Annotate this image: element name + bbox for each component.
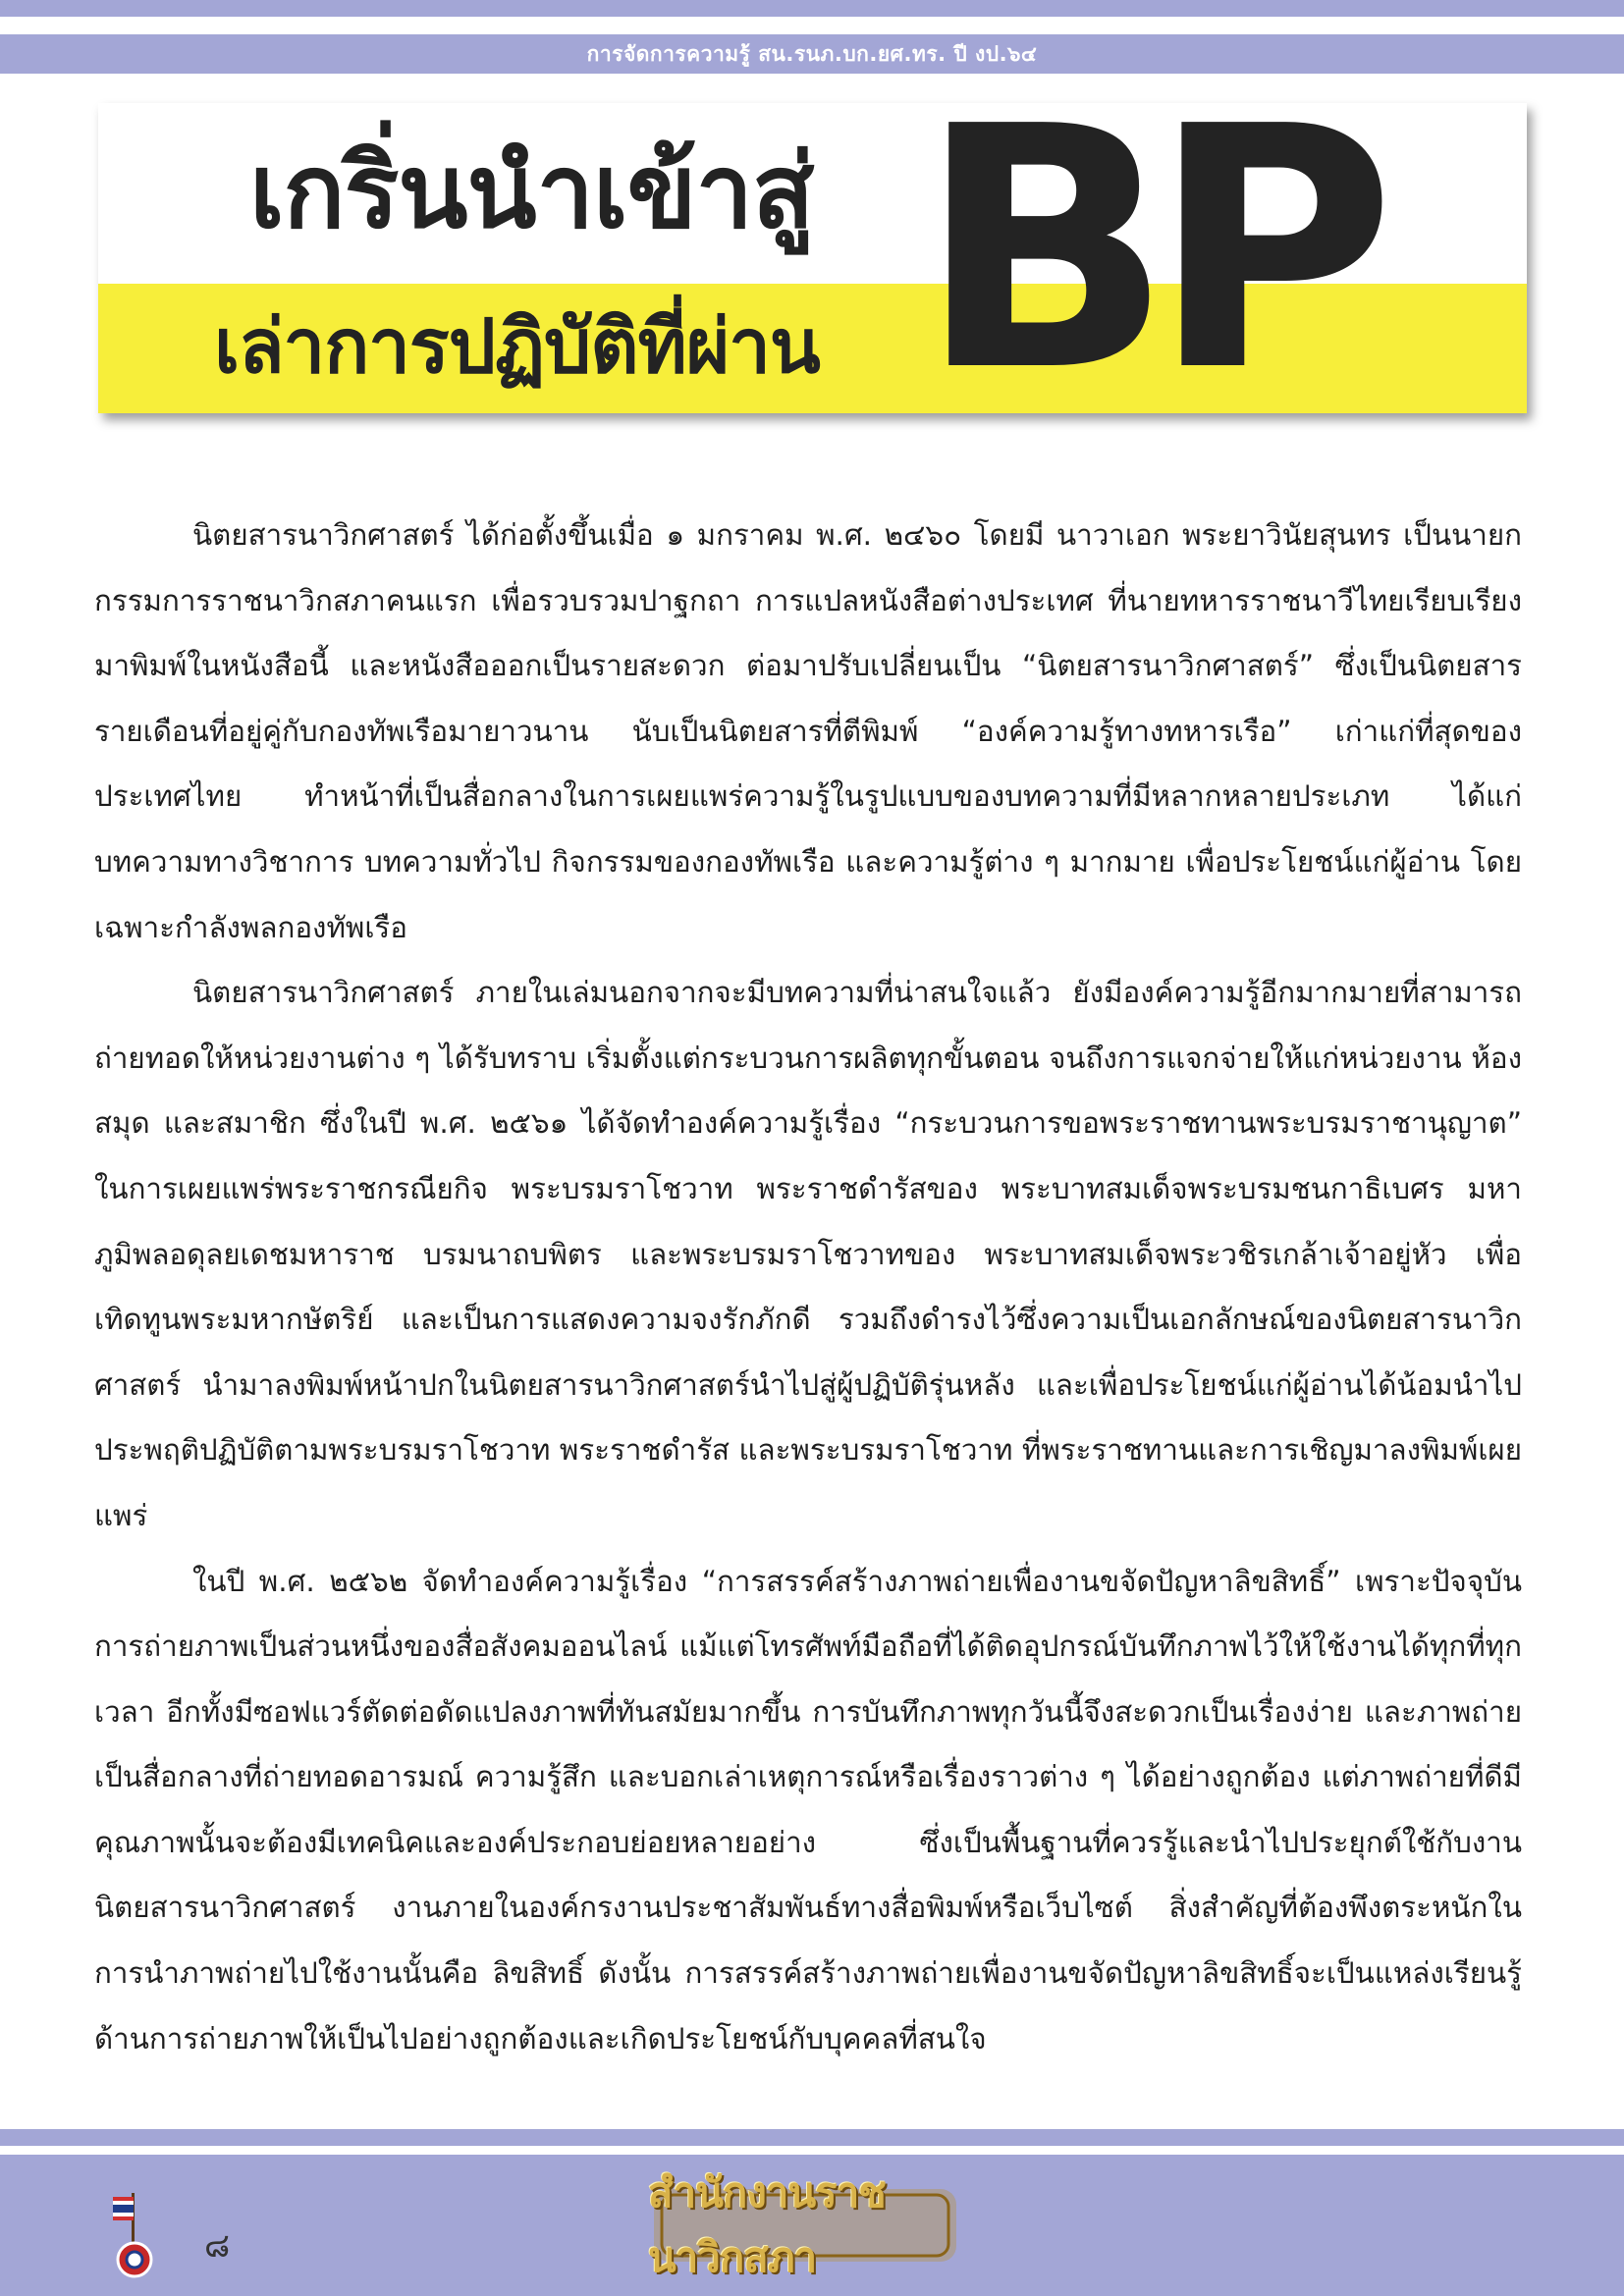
paragraph-3: ในปี พ.ศ. ๒๕๖๒ จัดทำองค์ความรู้เรื่อง “การสรรค์สร้างภาพถ่ายเพื่องานขจัดปัญหาลิขสิทธิ์” เพราะปัจจุบันการถ่ายภาพเป็นส่วนหนึ่งของสื่อสังคมออนไลน์ แม้แต่โทรศัพท์มือถือที่ได้ติดอุปกรณ์บันทึกภาพไว้ให้ใช้งานได้ทุกที่ทุกเวลา อีกทั้งมีซอฟแวร์ตัดต่อดัดแปลงภาพที่ทันสมัยมากขึ้น การบันทึกภาพทุกวันนี้จึงสะดวกเป็นเรื่องง่าย และภาพถ่ายเป็นสื่อกลางที่ถ่ายทอดอารมณ์ ความรู้สึก และบอกเล่าเหตุการณ์หรือเรื่องราวต่าง ๆ ได้อย่างถูกต้อง แต่ภาพถ่ายที่ดีมีคุณภาพนั้นจะต้องมีเทคนิคและองค์ประกอบย่อยหลายอย่าง ซึ่งเป็นพื้นฐานที่ควรรู้และนำไปประยุกต์ใช้กับงานนิตยสารนาวิกศาสตร์ งานภายในองค์กรงานประชาสัมพันธ์ทางสื่อพิมพ์หรือเว็บไซต์ สิ่งสำคัญที่ต้องพึงตระหนักในการนำภาพถ่ายไปใช้งานนั้นคือ ลิขสิทธิ์ ดังนั้น การสรรค์สร้างภาพถ่ายเพื่องานขจัดปัญหาลิขสิทธิ์จะเป็นแหล่งเรียนรู้ด้านการถ่ายภาพให้เป็นไปอย่างถูกต้องและเกิดประโยชน์กับบุคคลที่สนใจ	[94, 1564, 1522, 2056]
office-logo-text: สำนักงานราชนาวิกสภา	[648, 2168, 886, 2281]
paragraph-1: นิตยสารนาวิกศาสตร์ ได้ก่อตั้งขึ้นเมื่อ ๑ มกราคม พ.ศ. ๒๔๖๐ โดยมี นาวาเอก พระยาวินัยสุนทร เป็นนายกกรรมการราชนาวิกสภาคนแรก เพื่อรวบรวมปาฐกถา การแปลหนังสือต่างประเทศ ที่นายทหารราชนาวีไทยเรียบเรียงมาพิมพ์ในหนังสือนี้ และหนังสือออกเป็นรายสะดวก ต่อมาปรับเปลี่ยนเป็น “นิตยสารนาวิกศาสตร์” ซึ่งเป็นนิตยสารรายเดือนที่อยู่คู่กับกองทัพเรือมายาวนาน นับเป็นนิตยสารที่ตีพิมพ์ “องค์ความรู้ทางทหารเรือ” เก่าแก่ที่สุดของประเทศไทย ทำหน้าที่เป็นสื่อกลางในการเผยแพร่ความรู้ในรูปแบบของบทความที่มีหลากหลายประเภท ได้แก่ บทความทางวิชาการ บทความทั่วไป กิจกรรมของกองทัพเรือ และความรู้ต่าง ๆ มากมาย เพื่อประโยชน์แก่ผู้อ่าน โดยเฉพาะกำลังพลกองทัพเรือ	[94, 518, 1522, 944]
title-line-2: เล่าการปฏิบัติที่ผ่าน	[214, 302, 820, 390]
navy-flag-emblem-icon	[110, 2191, 159, 2279]
bottom-stripe	[0, 2129, 1624, 2146]
article-body	[94, 503, 1522, 2071]
paragraph-2: นิตยสารนาวิกศาสตร์ ภายในเล่มนอกจากจะมีบทความที่น่าสนใจแล้ว ยังมีองค์ความรู้อีกมากมายที่สามารถถ่ายทอดให้หน่วยงานต่าง ๆ ได้รับทราบ เริ่มตั้งแต่กระบวนการผลิตทุกขั้นตอน จนถึงการแจกจ่ายให้แก่หน่วยงาน ห้องสมุด และสมาชิก ซึ่งในปี พ.ศ. ๒๕๖๑ ได้จัดทำองค์ความรู้เรื่อง “กระบวนการขอพระราชทานพระบรมราชานุญาต” ในการเผยแพร่พระราชกรณียกิจ พระบรมราโชวาท พระราชดำรัสของ พระบาทสมเด็จพระบรมชนกาธิเบศร มหาภูมิพลอดุลยเดชมหาราช บรมนาถบพิตร และพระบรมราโชวาทของ พระบาทสมเด็จพระวชิรเกล้าเจ้าอยู่หัว เพื่อเทิดทูนพระมหากษัตริย์ และเป็นการแสดงความจงรักภักดี รวมถึงดำรงไว้ซึ่งความเป็นเอกลักษณ์ของนิตยสารนาวิกศาสตร์ นำมาลงพิมพ์หน้าปกในนิตยสารนาวิกศาสตร์นำไปสู่ผู้ปฏิบัติรุ่นหลัง และเพื่อประโยชน์แก่ผู้อ่านได้น้อมนำไปประพฤติปฏิบัติตามพระบรมราโชวาท พระราชดำรัส และพระบรมราโชวาท ที่พระราชทานและการเชิญมาลงพิมพ์เผยแพร่	[94, 976, 1522, 1532]
title-banner	[98, 103, 1527, 413]
running-header: การจัดการความรู้ สน.รนภ.บก.ยศ.ทร. ปี งป.๖๔	[586, 41, 1038, 66]
title-line-1: เกริ่นนำเข้าสู่	[249, 132, 814, 251]
title-bp: BP	[918, 103, 1375, 413]
top-stripe	[0, 0, 1624, 17]
page-number: ๘	[204, 2226, 231, 2266]
office-logo	[648, 2168, 962, 2281]
header-band	[0, 34, 1624, 74]
